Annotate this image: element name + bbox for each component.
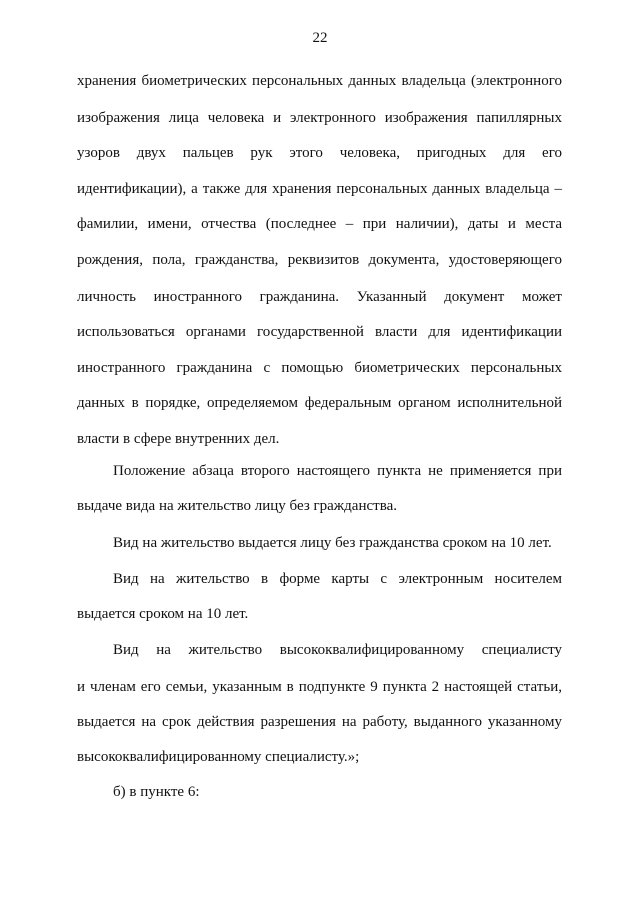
text-line: данных в порядке, определяемом федеральным органом исполнительной — [77, 395, 562, 411]
text-line: б) в пункте 6: — [113, 784, 200, 800]
text-line: хранения биометрических персональных данных владельца (электронного — [77, 73, 562, 89]
page-number: 22 — [312, 30, 328, 46]
text-line: и членам его семьи, указанным в подпункте 9 пункта 2 настоящей статьи, — [77, 679, 562, 695]
text-line: иностранного гражданина с помощью биометрических персональных — [77, 360, 562, 376]
text-line: личность иностранного гражданина. Указанный документ может — [77, 289, 562, 305]
text-line: Вид на жительство высококвалифицированному специалисту — [113, 642, 562, 658]
text-line: Вид на жительство в форме карты с электронным носителем — [113, 571, 562, 587]
text-line: узоров двух пальцев рук этого человека, пригодных для его — [77, 145, 562, 161]
text-line: использоваться органами государственной власти для идентификации — [77, 324, 562, 340]
text-line: власти в сфере внутренних дел. — [77, 431, 280, 447]
text-line: выдается на срок действия разрешения на работу, выданного указанному — [77, 714, 562, 730]
text-line: Вид на жительство выдается лицу без гражданства сроком на 10 лет. — [113, 535, 552, 551]
text-line: выдаче вида на жительство лицу без гражданства. — [77, 498, 397, 514]
text-line: выдается сроком на 10 лет. — [77, 606, 249, 622]
text-line: идентификации), а также для хранения персональных данных владельца – — [77, 181, 562, 197]
text-line: рождения, пола, гражданства, реквизитов документа, удостоверяющего — [77, 252, 562, 268]
text-line: высококвалифицированному специалисту.»; — [77, 749, 360, 765]
text-line: изображения лица человека и электронного изображения папиллярных — [77, 110, 562, 126]
text-line: фамилии, имени, отчества (последнее – при наличии), даты и места — [77, 216, 562, 232]
text-line: Положение абзаца второго настоящего пункта не применяется при — [113, 463, 562, 479]
